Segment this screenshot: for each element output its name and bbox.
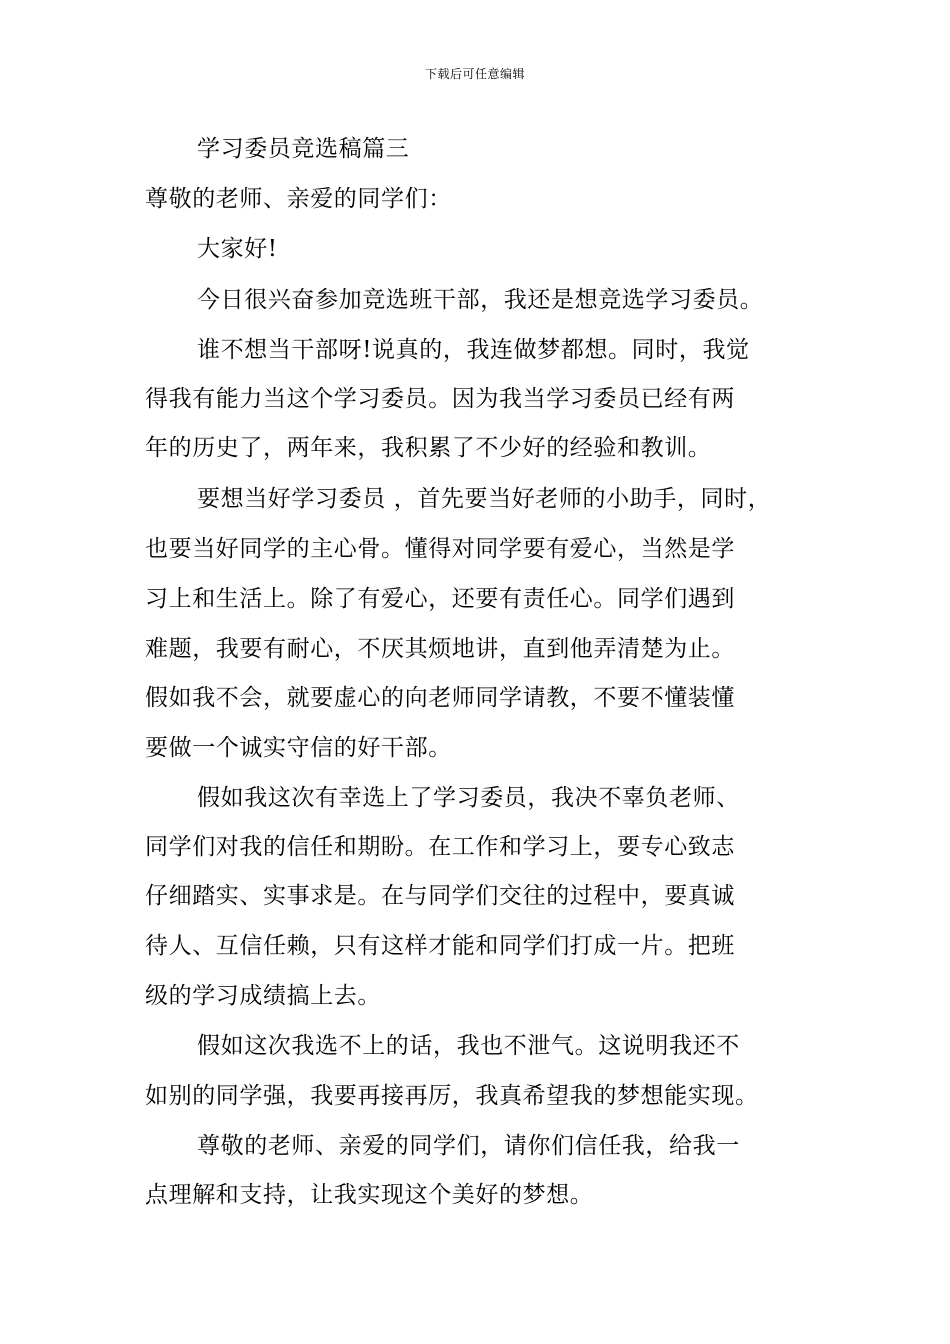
text-line: 也要当好同学的主心骨。懂得对同学要有爱心，当然是学 — [145, 536, 735, 562]
text-line: 习上和生活上。除了有爱心，还要有责任心。同学们遇到 — [145, 586, 735, 612]
text-line: 假如我不会，就要虚心的向老师同学请教，不要不懂装懂 — [145, 685, 735, 711]
text-line: 假如我这次有幸选上了学习委员，我决不辜负老师、 — [197, 785, 740, 811]
header-note: 下载后可任意编辑 — [424, 67, 525, 81]
text-line: 难题，我要有耐心，不厌其烦地讲，直到他弄清楚为止。 — [145, 636, 735, 662]
greeting: 大家好! — [197, 236, 278, 262]
text-line: 级的学习成绩搞上去。 — [145, 983, 381, 1009]
text-line: 假如这次我选不上的话，我也不泄气。这说明我还不 — [197, 1033, 740, 1059]
text-line: 谁不想当干部呀!说真的，我连做梦都想。同时，我觉 — [197, 337, 750, 363]
text-line: 仔细踏实、实事求是。在与同学们交往的过程中，要真诚 — [145, 883, 735, 909]
text-line: 要想当好学习委员 ，首先要当好老师的小助手，同时， — [197, 486, 772, 512]
text-line: 年的历史了，两年来，我积累了不少好的经验和教训。 — [145, 435, 712, 461]
text-line: 待人、互信任赖，只有这样才能和同学们打成一片。把班 — [145, 933, 735, 959]
text-line: 如别的同学强，我要再接再厉，我真希望我的梦想能实现。 — [145, 1083, 759, 1109]
text-line: 要做一个诚实守信的好干部。 — [145, 735, 452, 761]
text-line: 尊敬的老师、亲爱的同学们，请你们信任我，给我一 — [197, 1133, 740, 1159]
text-line: 得我有能力当这个学习委员。因为我当学习委员已经有两 — [145, 386, 735, 412]
doc-title: 学习委员竞选稿篇三 — [197, 136, 410, 162]
text-line: 今日很兴奋参加竞选班干部，我还是想竞选学习委员。 — [197, 287, 764, 313]
salutation: 尊敬的老师、亲爱的同学们： — [145, 186, 452, 212]
text-line: 同学们对我的信任和期盼。在工作和学习上，要专心致志 — [145, 834, 735, 860]
text-line: 点理解和支持，让我实现这个美好的梦想。 — [145, 1182, 594, 1208]
